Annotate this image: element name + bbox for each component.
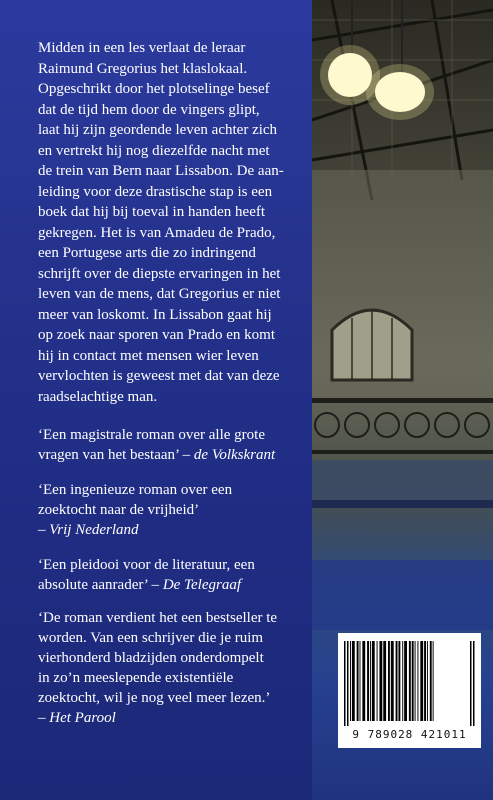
synopsis-line: de trein van Bern naar Lissabon. De aan- — [38, 163, 284, 179]
barcode-bar — [417, 641, 418, 721]
synopsis-line: gekregen. Het is van Amadeu de Prado, — [38, 224, 276, 241]
quote-line: worden. Van een schrijver die je ruim — [38, 630, 264, 646]
quote-line: vierhonderd bladzijden onderdompelt — [38, 650, 264, 666]
barcode-bar — [396, 641, 398, 721]
barcode — [338, 633, 481, 748]
quote-source: De Telegraaf — [162, 577, 242, 593]
synopsis-line: hij in contact met mensen wier leven — [38, 347, 259, 364]
railing-bottom — [312, 450, 493, 454]
barcode-bar — [370, 641, 371, 721]
barcode-bar — [391, 641, 394, 721]
review-quote — [38, 555, 310, 595]
barcode-bar — [344, 641, 346, 726]
barcode-bar — [357, 641, 359, 721]
barcode-bar — [430, 641, 432, 721]
review-quote — [38, 608, 310, 728]
track-area — [312, 560, 493, 630]
barcode-bar — [402, 641, 403, 721]
barcode-bar — [409, 641, 411, 721]
barcode-bar — [377, 641, 378, 721]
review-quote — [38, 480, 310, 540]
barcode-bar — [352, 641, 355, 721]
isbn-number: 9 789028 421011 — [352, 728, 467, 741]
quote-source: Het Parool — [49, 710, 116, 726]
quote-line: – — [38, 710, 50, 726]
barcode-bar — [372, 641, 375, 721]
barcode-bar — [379, 641, 382, 721]
railing-top — [312, 398, 493, 403]
platform-edge — [312, 500, 493, 508]
barcode-bar — [404, 641, 407, 721]
synopsis-text — [38, 38, 310, 407]
synopsis-line: een Portugese arts die zo indringend — [38, 245, 256, 261]
synopsis-line: schrijft over de diepste ervaringen in het — [38, 265, 281, 282]
synopsis-line: dat de tijd hem door de vingers glipt, — [38, 101, 260, 118]
synopsis-line: boek dat hij bij toeval in handen heeft — [38, 204, 266, 220]
synopsis-line: leiding voor deze drastische stap is een — [38, 183, 273, 200]
quote-line: vragen van het bestaan’ – — [38, 447, 194, 463]
synopsis-line: meer van loskomt. In Lissabon gaat hij — [38, 306, 272, 323]
synopsis-line: Raimund Gregorius het klaslokaal. — [38, 60, 248, 77]
synopsis-line: leven van de mens, dat Gregorius er niet — [38, 286, 281, 302]
barcode-bar — [420, 641, 423, 721]
quote-line: in zo’n meeslepende existentiële — [38, 670, 234, 686]
barcode-bar — [347, 641, 349, 726]
quote-line: ‘Een ingenieuze roman over een — [38, 482, 233, 498]
synopsis-line: Midden in een les verlaat de leraar — [38, 40, 246, 56]
synopsis-line: laat hij zijn geordende leven achter zich — [38, 122, 278, 138]
quote-line: absolute aanrader’ – — [38, 577, 163, 593]
quote-line: – — [38, 522, 50, 538]
barcode-bar — [383, 641, 386, 721]
synopsis-line: Opgeschrikt door het plotselinge besef — [38, 81, 270, 97]
barcode-bar — [433, 641, 434, 721]
quote-source: de Volkskrant — [193, 447, 276, 463]
barcode-bar — [427, 641, 428, 721]
barcode-bar — [367, 641, 369, 721]
barcode-bar — [362, 641, 365, 721]
barcode-bar — [360, 641, 361, 721]
quote-source: Vrij Nederland — [49, 522, 139, 538]
barcode-bar — [470, 641, 472, 726]
synopsis-line: vervlochten is geweest met dat van deze — [38, 368, 280, 384]
platform — [312, 460, 493, 500]
quote-line: zoektocht, wil je nog veel meer lezen.’ — [38, 690, 271, 706]
barcode-bar — [424, 641, 426, 721]
barcode-bar — [415, 641, 416, 721]
quote-line: zoektocht naar de vrijheid’ — [38, 502, 200, 518]
quote-line: ‘De roman verdient het een bestseller te — [38, 610, 278, 626]
synopsis-line: en vertrekt hij nog diezelfde nacht met — [38, 142, 270, 159]
railing-ornaments — [315, 413, 489, 437]
barcode-bar — [412, 641, 414, 721]
synopsis-line: op zoek naar sporen van Prado en komt — [38, 327, 276, 343]
barcode-bar — [473, 641, 475, 726]
synopsis-line: raadselachtige man. — [38, 388, 158, 405]
lamp-right-glow — [366, 64, 434, 120]
quote-line: ‘Een pleidooi voor de literatuur, een — [38, 557, 255, 573]
barcode-bar — [388, 641, 390, 721]
barcode-bar — [398, 641, 400, 721]
quote-line: ‘Een magistrale roman over alle grote — [38, 427, 265, 443]
barcode-bars — [344, 641, 475, 726]
review-quote — [38, 425, 310, 465]
barcode-bar — [350, 641, 351, 721]
